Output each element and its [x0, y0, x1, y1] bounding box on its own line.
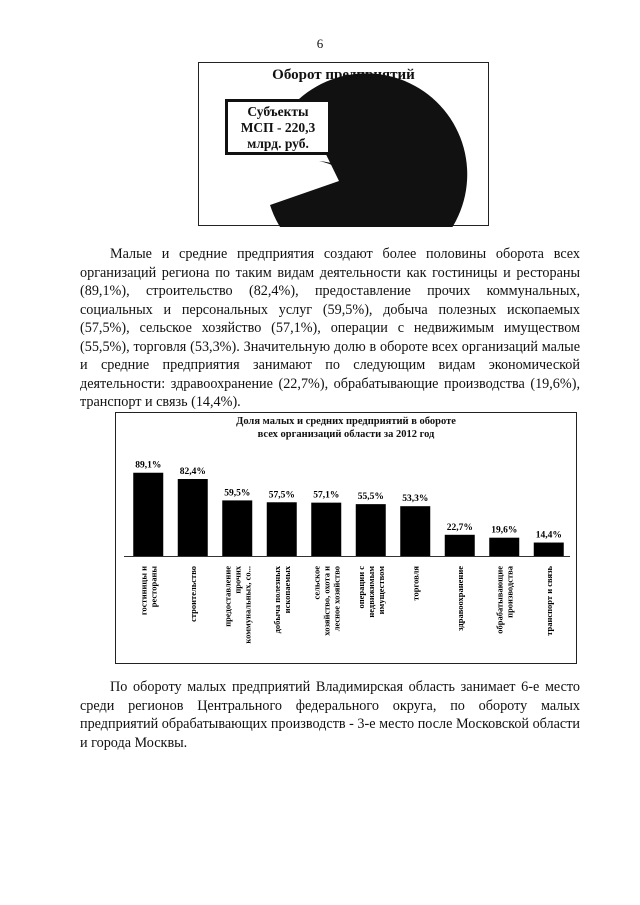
bar-chart-plot	[116, 413, 578, 665]
pie-callout-line: Субъекты	[247, 104, 309, 119]
bar-value-label: 14,4%	[535, 530, 562, 541]
category-tick-label: прочих	[232, 566, 243, 594]
category-tick-label: гостиницы и	[138, 566, 149, 616]
bar	[222, 500, 252, 556]
category-tick-label: торговля	[410, 566, 421, 601]
pie-callout	[225, 99, 331, 155]
pie-callout-line: млрд. руб.	[247, 136, 309, 151]
bar-value-label: 57,5%	[268, 490, 295, 501]
bar	[534, 543, 564, 556]
category-tick-label: производства	[504, 566, 515, 618]
category-tick-label: здравоохранение	[454, 566, 465, 631]
bar-value-label: 82,4%	[179, 467, 206, 478]
category-tick-label: добыча полезных	[271, 566, 282, 634]
bar	[445, 535, 475, 556]
category-tick-label: операции с	[355, 566, 366, 609]
pie-title: Оборот предприятий	[272, 67, 415, 83]
category-tick-label: рестораны	[148, 566, 159, 608]
category-tick-label: строительство	[187, 566, 198, 622]
page-number: 6	[316, 36, 324, 51]
bar	[267, 502, 297, 556]
category-tick-label: недвижимым	[365, 566, 376, 618]
bar	[133, 473, 163, 556]
bar	[356, 504, 386, 556]
bar-value-label: 57,1%	[313, 490, 340, 501]
bar-chart-title-line: Доля малых и средних предприятий в обороте	[236, 416, 456, 427]
bar-value-label: 22,7%	[446, 522, 473, 533]
category-tick-label: ископаемых	[281, 566, 292, 614]
bar-chart-title-line: всех организаций области за 2012 год	[257, 429, 435, 440]
category-tick-label: лесное хозяйство	[331, 566, 342, 632]
category-tick-label: сельское	[311, 566, 322, 600]
category-tick-label: имуществом	[375, 566, 386, 615]
bar-value-label: 55,5%	[357, 492, 384, 503]
bar	[489, 538, 519, 556]
category-tick-label: предоставление	[222, 566, 233, 627]
pie-callout-line: МСП - 220,3	[240, 120, 316, 135]
bar-value-label: 59,5%	[224, 488, 251, 499]
bar-value-label: 53,3%	[402, 494, 429, 505]
bar-value-label: 89,1%	[135, 460, 162, 471]
bar-chart	[115, 412, 577, 664]
category-tick-label: коммунальных, со...	[242, 566, 253, 644]
paragraph-msp-share: Малые и средние предприятия создают более половины оборота всех организаций региона по таким видам деятельности как гостиницы и рестораны (89,1%), строительство (82,4%), предоставление прочих коммунальных, социальных и персональных услуг (59,5%), добыча полезных ископаемых (57,5%), сельское хозяйство (57,1%), операции с недвижимым имуществом (55,5%), торговля (53,3%). Значительную долю в обороте всех организаций малые и средние предприятия занимают по следующим видам экономической деятельности: здравоохранение (22,7%), обрабатывающие производства (19,6%), транспорт и связь (14,4%).	[80, 246, 580, 410]
bar-value-label: 19,6%	[491, 525, 518, 536]
category-tick-label: обрабатывающие	[494, 566, 505, 634]
category-tick-label: транспорт и связь	[543, 566, 554, 636]
bar	[311, 503, 341, 556]
bar	[178, 479, 208, 556]
bar	[400, 506, 430, 556]
category-tick-label: хозяйство, охота и	[321, 566, 332, 636]
paragraph-ranking: По обороту малых предприятий Владимирская область занимает 6-е место среди регионов Центрального федерального округа, по обороту малых предприятий обрабатывающих производств - 3-е место после Московской области и города Москвы.	[80, 679, 580, 751]
